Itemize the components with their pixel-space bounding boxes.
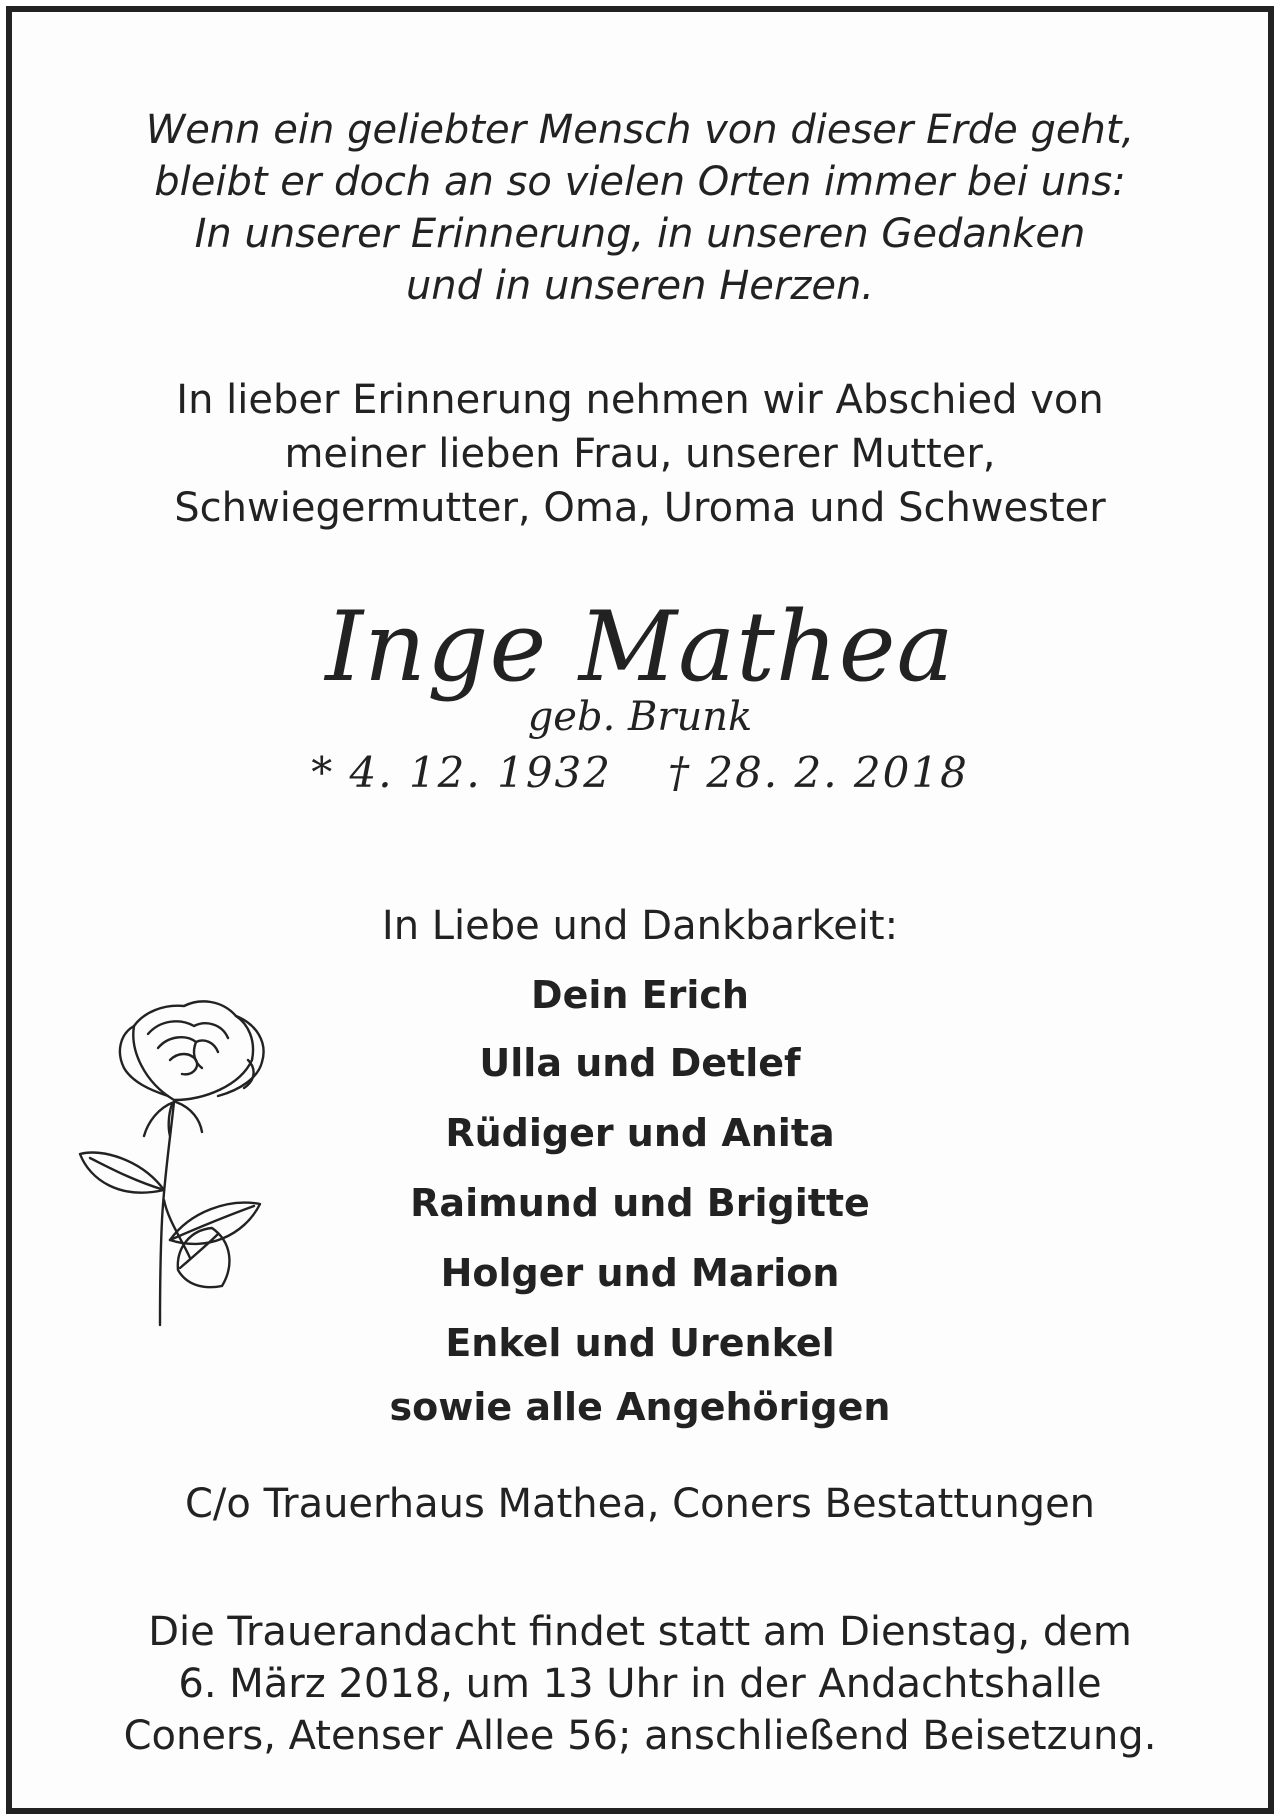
verse-line: Wenn ein geliebter Mensch von dieser Erde geht, [145, 107, 1135, 153]
deceased-name: Inge Mathea [325, 591, 955, 703]
mourner-name: sowie alle Angehörigen [389, 1385, 891, 1429]
mourners-heading: In Liebe und Dankbarkeit: [381, 903, 899, 949]
mourner-name: Rüdiger und Anita [445, 1111, 835, 1155]
rose-icon [72, 990, 302, 1330]
mourner-name: Raimund und Brigitte [410, 1181, 870, 1225]
intro-line: Schwiegermutter, Oma, Uroma und Schwester [174, 485, 1106, 531]
mourner-name: Dein Erich [531, 973, 749, 1017]
birth-name: geb. Brunk [527, 694, 753, 740]
obituary-notice [6, 6, 1274, 1814]
service-line: 6. März 2018, um 13 Uhr in der Andachtshalle [178, 1661, 1102, 1707]
verse-line: In unserer Erinnerung, in unseren Gedanken [194, 211, 1086, 257]
service-line: Coners, Atenser Allee 56; anschließend Beisetzung. [123, 1713, 1157, 1759]
intro-line: In lieber Erinnerung nehmen wir Abschied von [176, 377, 1104, 423]
death-date: † 28. 2. 2018 [668, 748, 969, 797]
intro-line: meiner lieben Frau, unserer Mutter, [284, 431, 996, 477]
mourner-name: Enkel und Urenkel [445, 1321, 835, 1365]
service-line: Die Trauerandacht findet statt am Dienstag, dem [148, 1609, 1132, 1655]
verse-line: bleibt er doch an so vielen Orten immer bei uns: [154, 159, 1126, 205]
life-dates [12, 748, 1268, 798]
birth-date: * 4. 12. 1932 [311, 748, 612, 797]
verse-line: und in unseren Herzen. [405, 263, 875, 309]
mourner-name: Ulla und Detlef [479, 1041, 801, 1085]
mourner-name: Holger und Marion [440, 1251, 840, 1295]
care-of-address: C/o Trauerhaus Mathea, Coners Bestattungen [184, 1481, 1096, 1527]
